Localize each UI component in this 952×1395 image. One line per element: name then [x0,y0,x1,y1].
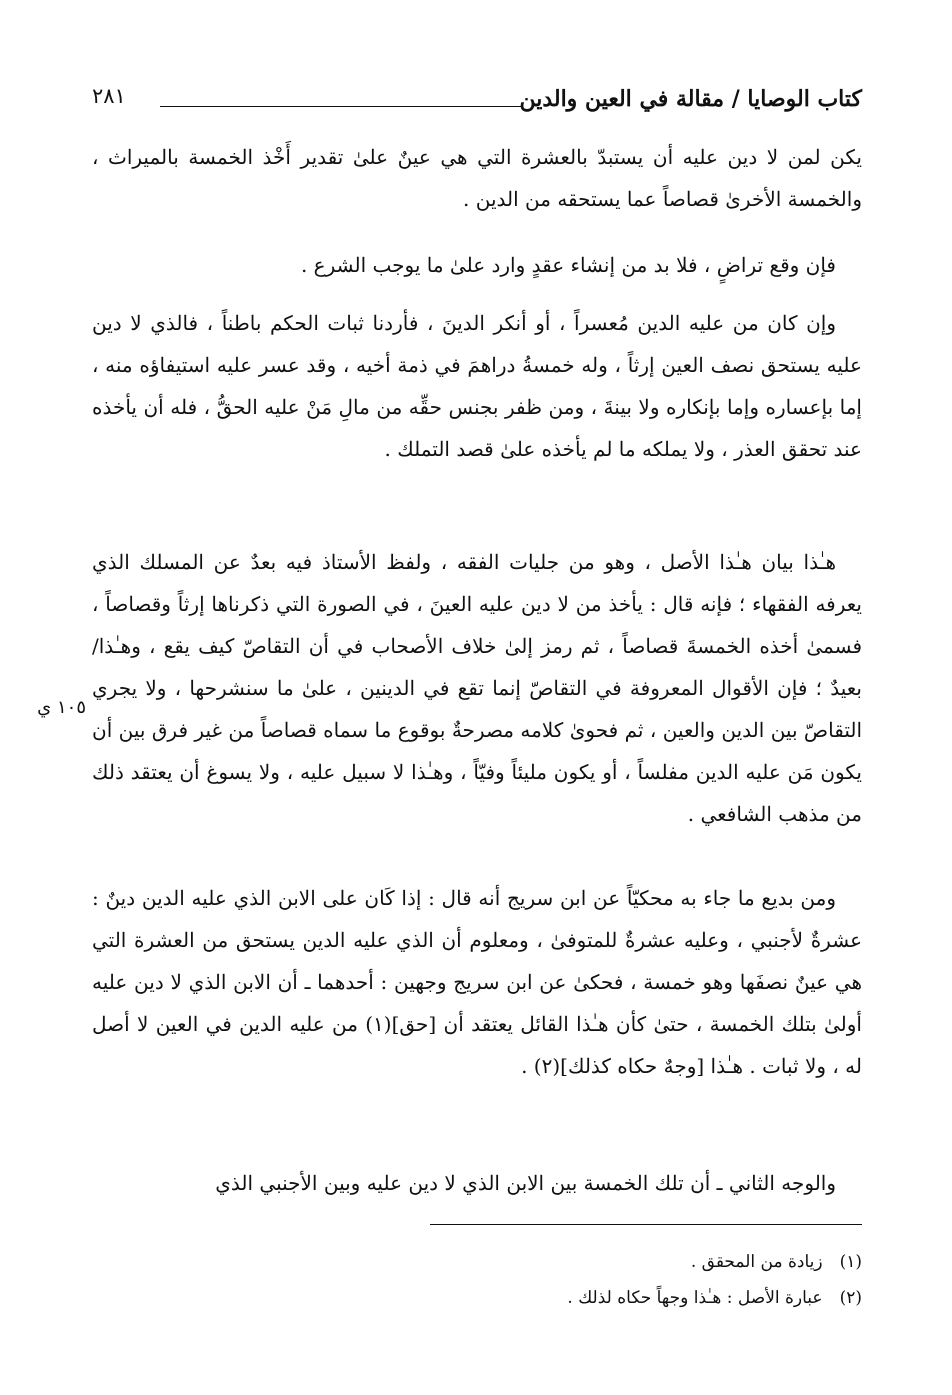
footnote-rule [430,1224,862,1225]
paragraph-6: والوجه الثاني ـ أن تلك الخمسة بين الابن الذي لا دين عليه وبين الأجنبي الذي [215,1171,836,1195]
margin-manuscript-ref: ١٠٥ ي [37,697,86,718]
paragraph-5: ومن بديع ما جاء به محكيّاً عن ابن سريج أنه قال : إذا كَان على الابن الذي عليه الدين دينٌ : عشرةٌ لأجنبي ، وعليه عشرةٌ للمتوفىٰ ، ومعلوم أن الذي عليه الدين يستحق من العشرة التي هي عينٌ نصفَها وهو خمسة ، فحكىٰ عن ابن سريج وجهين : أحدهما ـ أن الابن الذي لا دين عليه أولىٰ بتلك الخمسة ، حتىٰ كأن هـٰذا القائل يعتقد أن [حق](١) من عليه الدين في العين لا أصل له ، ولا ثبات . هـٰذا [وجهٌ حكاه كذلك](٢) . [92,886,862,1078]
footnote-2 [162,1288,862,1308]
paragraph-3: وإن كان من عليه الدين مُعسراً ، أو أنكر الدينَ ، فأردنا ثبات الحكم باطناً ، فالذي لا دين عليه يستحق نصف العين إرثاً ، وله خمسةُ دراهمَ في ذمة أخيه ، وقد عسر عليه استيفاؤه منه ، إما بإعساره وإما بإنكاره ولا بينةَ ، ومن ظفر بجنس حقِّه من مالِ مَنْ عليه الحقُّ ، فله أن يأخذه عند تحقق العذر ، ولا يملكه ما لم يأخذه علىٰ قصد التملك . [92,311,862,461]
footnote-number: (٢) [839,1288,862,1308]
book-title: كتاب الوصايا / مقالة في العين والدين [519,86,862,112]
header-rule [160,106,522,107]
paragraph-4: هـٰذا بيان هـٰذا الأصل ، وهو من جليات الفقه ، ولفظ الأستاذ فيه بعدٌ عن المسلك الذي يعرفه الفقهاء ؛ فإنه قال : يأخذ من لا دين عليه العينَ ، في الصورة التي ذكرناها إرثاً وقصاصاً ، فسمىٰ أخذه الخمسةَ قصاصاً ، ثم رمز إلىٰ خلاف الأصحاب في أن التقاصّ كيف يقع ، وهـٰذا/ بعيدٌ ؛ فإن الأقوال المعروفة في التقاصّ إنما تقع في الدينين ، علىٰ ما سنشرحها ، ولا يجري التقاصّ بين الدين والعين ، ثم فحوىٰ كلامه مصرحةٌ بوقوع ما سماه قصاصاً من غير فرق بين أن يكون مَن عليه الدين مفلساً ، أو يكون مليئاً وفيّاً ، وهـٰذا لا سبيل عليه ، ولا يسوغ أن يعتقد ذلك من مذهب الشافعي . [92,550,862,826]
paragraph-2: فإن وقع تراضٍ ، فلا بد من إنشاء عقدٍ وارد علىٰ ما يوجب الشرع . [300,253,836,277]
footnote-1 [162,1252,862,1272]
footnote-text: زيادة من المحقق . [690,1252,823,1272]
paragraph-1: يكن لمن لا دين عليه أن يستبدّ بالعشرة التي هي عينٌ علىٰ تقدير أَخْذ الخمسة بالميراث ، والخمسة الأخرىٰ قصاصاً عما يستحقه من الدين . [92,145,862,211]
footnote-number: (١) [839,1252,862,1272]
page-number: ٢٨١ [92,84,126,108]
footnote-text: عبارة الأصل : هـٰذا وجهاً حكاه لذلك . [567,1288,823,1308]
page-header [92,86,862,126]
